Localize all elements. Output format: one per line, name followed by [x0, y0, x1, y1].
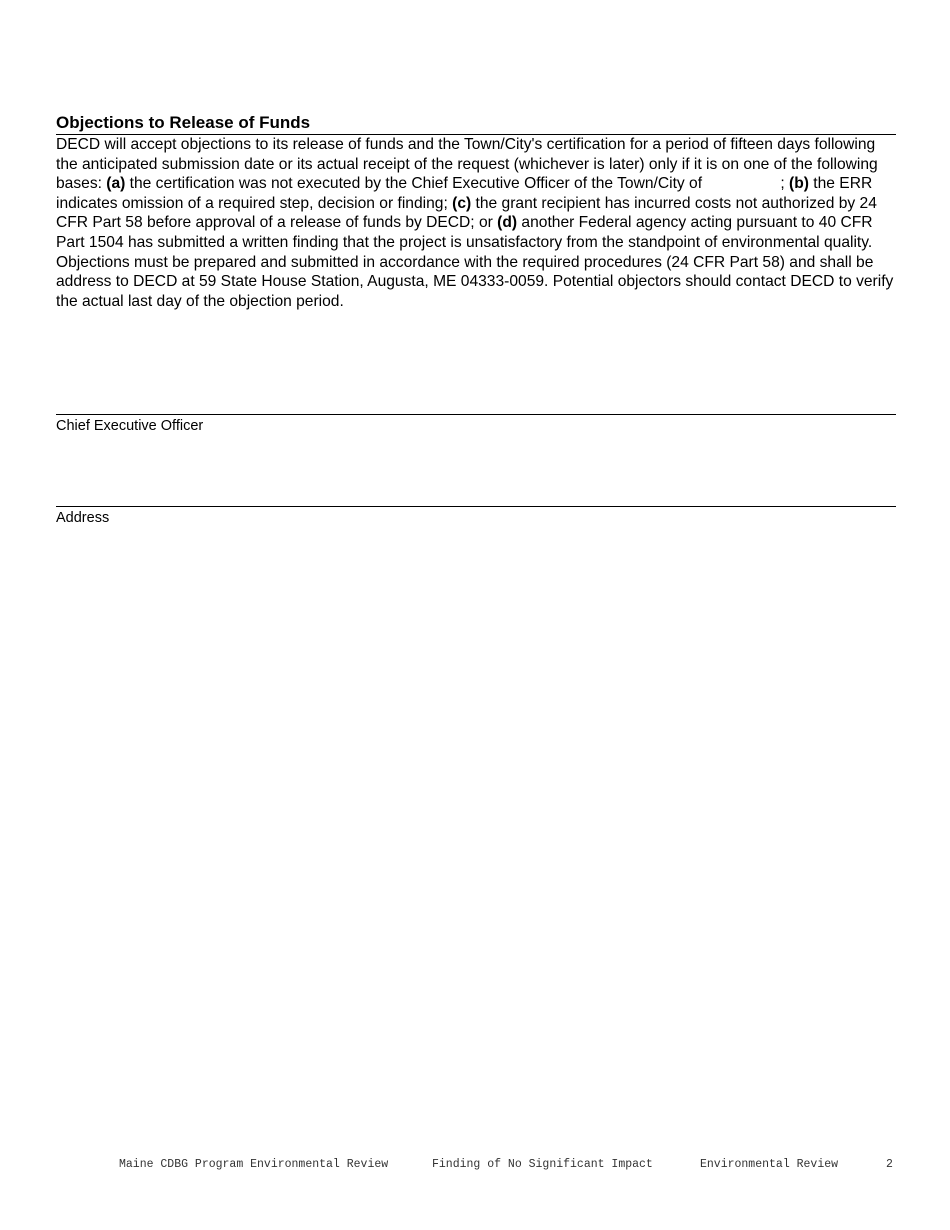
basis-a-label: (a) — [106, 175, 126, 193]
footer-document: Finding of No Significant Impact — [432, 1158, 653, 1171]
paragraph-text-1: DECD will accept objections to its release of funds and the Town/City's certification for a period of fifteen days following the anticipated submission date or its actual receipt of the request (whichever is later) only if it is on one of the following bases: — [56, 136, 878, 193]
address-signature-label: Address — [56, 510, 110, 526]
footer-page-number: 2 — [886, 1158, 893, 1171]
officer-signature-block — [56, 414, 896, 435]
paragraph-text-4: the ERR indicates omission of a required step, decision or finding; — [56, 175, 873, 212]
address-signature-block — [56, 506, 896, 527]
officer-signature-label: Chief Executive Officer — [56, 418, 204, 434]
paragraph-text-2: the certification was not executed by the Chief Executive Officer of the Town/City of — [125, 175, 707, 193]
basis-d-label: (d) — [497, 214, 518, 232]
basis-c-label: (c) — [452, 194, 472, 212]
footer-section: Environmental Review — [700, 1158, 839, 1171]
objections-paragraph — [56, 135, 896, 311]
section-heading: Objections to Release of Funds — [56, 112, 896, 135]
paragraph-text-6: another Federal agency acting pursuant to 40 CFR Part 1504 has submitted a written finding that the project is unsatisfactory from the standpoint of environmental quality. Objections must be prepared and submitted in accordance with the required procedures (24 CFR Part 58) and shall be address to DECD at 59 State House Station, Augusta, ME 04333-0059. Potential objectors should contact DECD to verify the actual last day of the objection period. — [56, 214, 894, 310]
paragraph-text-3: ; — [780, 175, 790, 193]
paragraph-text-5: the grant recipient has incurred costs not authorized by 24 CFR Part 58 before approval of a release of funds by DECD; or — [56, 194, 877, 232]
basis-b-label: (b) — [789, 175, 809, 193]
page-content — [56, 112, 896, 311]
footer-program: Maine CDBG Program Environmental Review — [119, 1158, 389, 1171]
